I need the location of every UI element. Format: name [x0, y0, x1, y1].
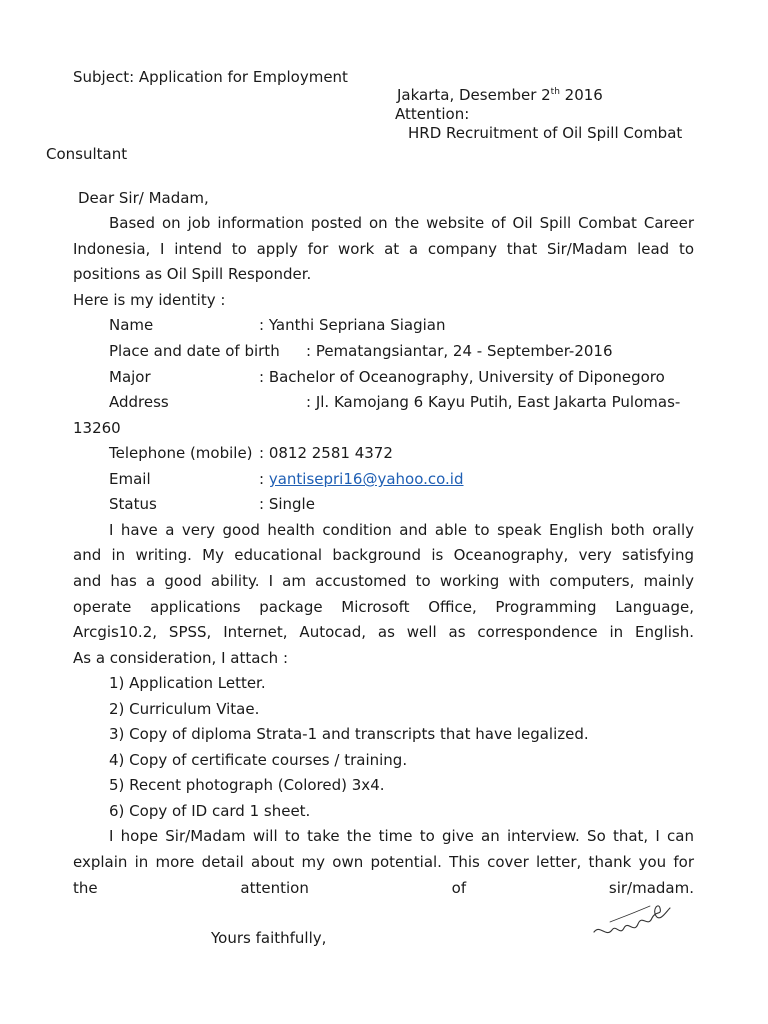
intro-line: Based on job information posted on the website of Oil Spill Combat Career: [109, 214, 694, 232]
attachment-item: 3) Copy of diploma Strata-1 and transcripts that have legalized.: [109, 725, 589, 743]
name-label: Name: [109, 316, 154, 334]
body-line: Arcgis10.2, SPSS, Internet, Autocad, as well as correspondence in English.: [73, 623, 694, 641]
phone-value: : 0812 2581 4372: [259, 444, 393, 462]
attention-recipient: HRD Recruitment of Oil Spill Combat: [408, 124, 683, 142]
address-label: Address: [109, 393, 169, 411]
body-line: operate applications package Microsoft Office, Programming Language,: [73, 598, 694, 616]
closing-line: the attention of sir/madam.: [73, 879, 694, 897]
birth-label: Place and date of birth: [109, 342, 280, 360]
attachment-item: 6) Copy of ID card 1 sheet.: [109, 802, 311, 820]
birth-value: : Pematangsiantar, 24 - September-2016: [306, 342, 613, 360]
status-value: : Single: [259, 495, 315, 513]
attachment-item: 5) Recent photograph (Colored) 3x4.: [109, 776, 385, 794]
attachment-item: 1) Application Letter.: [109, 674, 266, 692]
phone-label: Telephone (mobile): [109, 444, 253, 462]
identity-heading: Here is my identity :: [73, 291, 226, 309]
email-label: Email: [109, 470, 151, 488]
date-suffix: th: [550, 87, 560, 97]
attention-label: Attention:: [395, 105, 470, 123]
sign-off: Yours faithfully,: [211, 929, 327, 947]
body-line: and has a good ability. I am accustomed to working with computers, mainly: [73, 572, 694, 590]
letter-date: [397, 88, 603, 103]
attachment-item: 4) Copy of certificate courses / training.: [109, 751, 408, 769]
date-main: Jakarta, Desember 2: [397, 86, 551, 104]
address-value-cont: 13260: [73, 419, 121, 437]
intro-line: positions as Oil Spill Responder.: [73, 265, 312, 283]
intro-line: Indonesia, I intend to apply for work at a company that Sir/Madam lead to: [73, 240, 694, 258]
body-line: I have a very good health condition and able to speak English both orally: [109, 521, 694, 539]
attention-recipient-cont: Consultant: [46, 145, 128, 163]
subject-line: Subject: Application for Employment: [73, 68, 348, 86]
signature-mark: [590, 898, 674, 942]
email-colon: :: [259, 470, 269, 488]
body-line: As a consideration, I attach :: [73, 649, 289, 667]
name-value: : Yanthi Sepriana Siagian: [259, 316, 446, 334]
closing-line: I hope Sir/Madam will to take the time to give an interview. So that, I can: [109, 827, 694, 845]
major-value: : Bachelor of Oceanography, University of Diponegoro: [259, 368, 665, 386]
email-link[interactable]: yantisepri16@yahoo.co.id: [268, 470, 464, 488]
major-label: Major: [109, 368, 151, 386]
attachment-item: 2) Curriculum Vitae.: [109, 700, 260, 718]
greeting: Dear Sir/ Madam,: [78, 189, 209, 207]
date-year: 2016: [559, 86, 603, 104]
body-line: and in writing. My educational background is Oceanography, very satisfying: [73, 546, 694, 564]
status-label: Status: [109, 495, 157, 513]
address-value: : Jl. Kamojang 6 Kayu Putih, East Jakarta Pulomas-: [306, 393, 681, 411]
email-value: [259, 472, 464, 487]
closing-line: explain in more detail about my own potential. This cover letter, thank you for: [73, 853, 694, 871]
